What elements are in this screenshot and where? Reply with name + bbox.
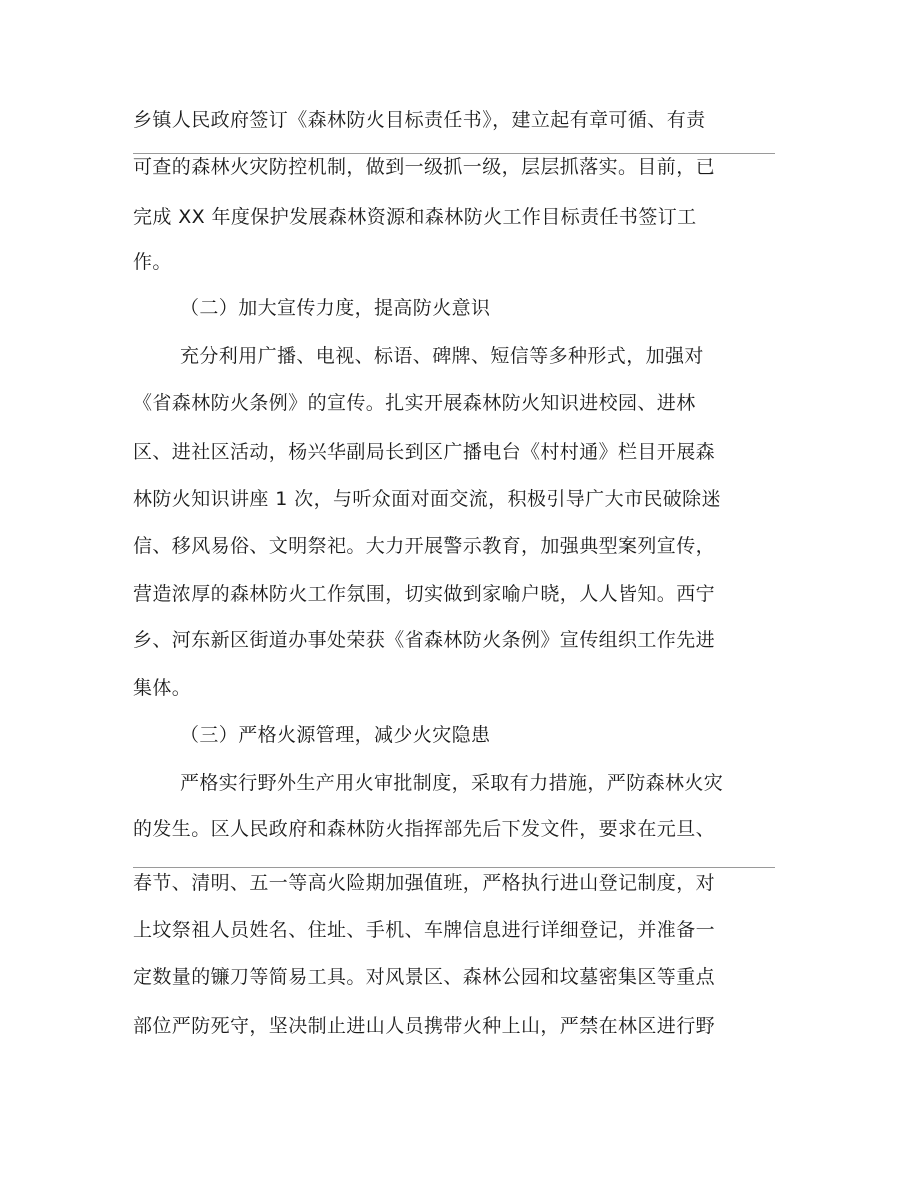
paragraph-line: 营造浓厚的森林防火工作氛围，切实做到家喻户晓，人人皆知。西宁 (133, 583, 716, 605)
paragraph-line: 作。 (133, 251, 172, 273)
paragraph-line: 乡镇人民政府签订《森林防火目标责任书》，建立起有章可循、有责 (133, 109, 706, 131)
paragraph-line: 定数量的镰刀等简易工具。对风景区、森林公园和坟墓密集区等重点 (133, 966, 716, 988)
page-divider (133, 867, 775, 868)
page-divider (133, 153, 775, 154)
section-heading: （三）严格火源管理，减少火灾隐患 (180, 724, 491, 746)
paragraph-line: 《省森林防火条例》的宣传。扎实开展森林防火知识进校园、进林 (133, 392, 696, 414)
paragraph-line: 区、进社区活动，杨兴华副局长到区广播电台《村村通》栏目开展森 (133, 441, 716, 463)
paragraph-line: 乡、河东新区街道办事处荣获《省森林防火条例》宣传组织工作先进 (133, 629, 716, 651)
paragraph-line: 完成 XX 年度保护发展森林资源和森林防火工作目标责任书签订工 (133, 206, 697, 228)
paragraph-line: 可查的森林火灾防控机制，做到一级抓一级，层层抓落实。目前，已 (133, 156, 716, 178)
paragraph-line: 的发生。区人民政府和森林防火指挥部先后下发文件，要求在元旦、 (133, 818, 716, 840)
paragraph-line: 上坟祭祖人员姓名、住址、手机、车牌信息进行详细登记，并准备一 (133, 919, 716, 941)
paragraph-line: 信、移风易俗、文明祭祀。大力开展警示教育，加强典型案列宣传， (133, 535, 716, 557)
paragraph-line: 林防火知识讲座 1 次，与听众面对面交流，积极引导广大市民破除迷 (133, 488, 721, 510)
paragraph-line: 部位严防死守，坚决制止进山人员携带火种上山，严禁在林区进行野 (133, 1015, 716, 1037)
paragraph-line: 严格实行野外生产用火审批制度，采取有力措施，严防森林火灾 (180, 772, 724, 794)
paragraph-line: 充分利用广播、电视、标语、碑牌、短信等多种形式，加强对 (180, 345, 704, 367)
paragraph-line: 春节、清明、五一等高火险期加强值班，严格执行进山登记制度，对 (133, 872, 716, 894)
section-heading: （二）加大宣传力度，提高防火意识 (180, 297, 491, 319)
paragraph-line: 集体。 (133, 677, 192, 699)
